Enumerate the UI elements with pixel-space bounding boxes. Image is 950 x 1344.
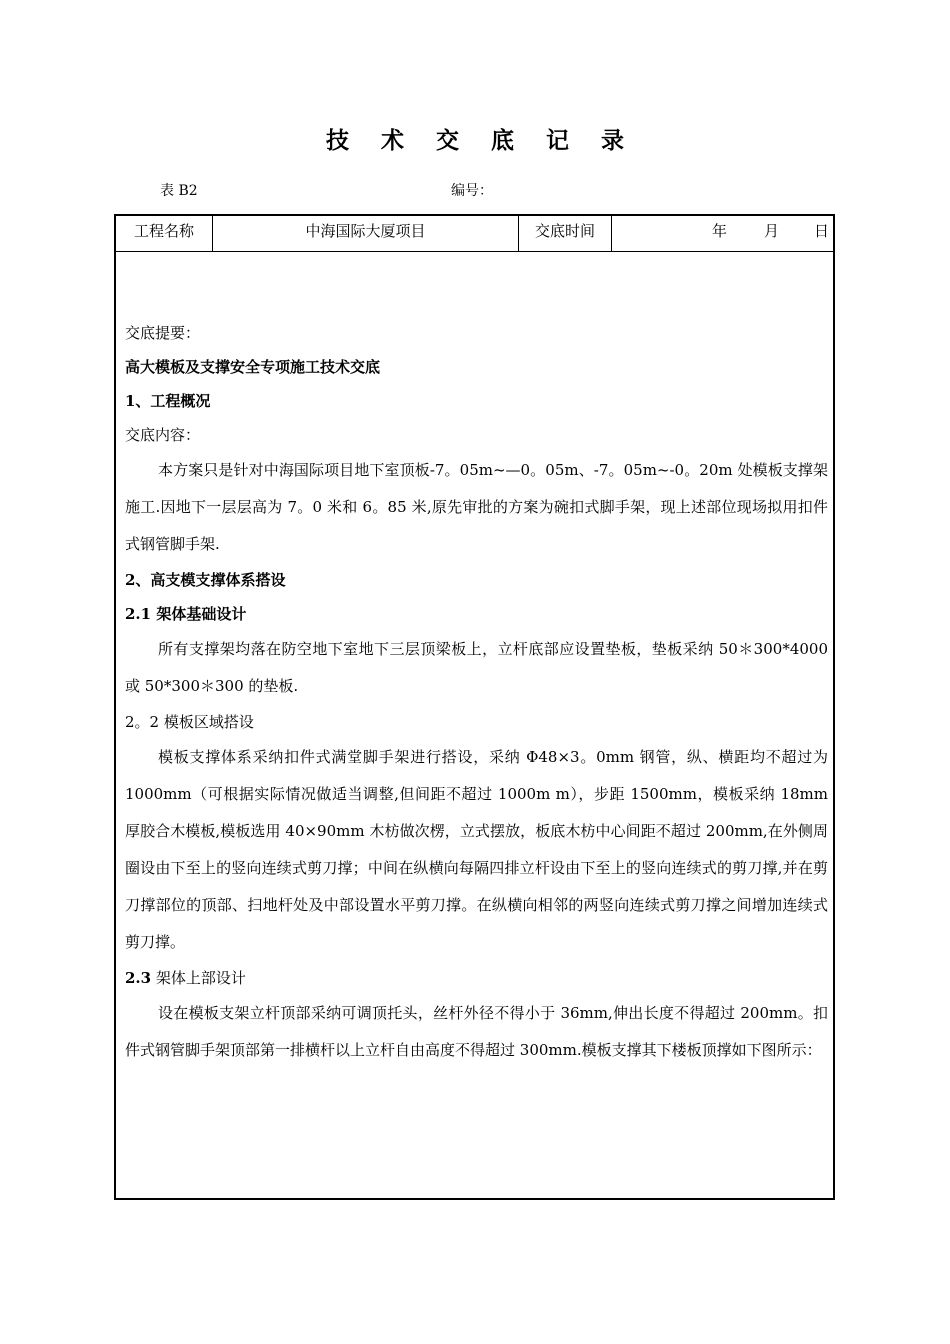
briefing-content <box>125 316 828 1069</box>
record-table <box>114 214 835 1200</box>
day-label: 日 <box>814 222 830 240</box>
project-name-value: 中海国际大厦项目 <box>213 216 519 251</box>
paragraph-formwork: 模板支撑体系采纳扣件式满堂脚手架进行搭设，采纳 Φ48×3。0mm 钢管，纵、横距均不超过为 1000mm（可根据实际情况做适当调整,但间距不超过 1000m m），步距 1500mm，模板采纳 18mm 厚胶合木模板,模板选用 40×90mm 木枋做次楞，立式摆放，板底木枋中心间距不超过 200mm,在外侧周圈设由下至上的竖向连续式剪刀撑；中间在纵横向每隔四排立杆设由下至上的竖向连续式的剪刀撑,并在剪刀撑部位的顶部、扫地杆处及中部设置水平剪刀撑。在纵横向相邻的两竖向连续式剪刀撑之间增加连续式剪刀撑。 <box>125 748 828 951</box>
section-2-3-heading <box>125 961 828 995</box>
summary-title: 高大模板及支撑安全专项施工技术交底 <box>125 358 381 376</box>
paragraph-upper-design: 设在模板支架立杆顶部采纳可调顶托头，丝杆外径不得小于 36mm,伸出长度不得超过 200mm。扣件式钢管脚手架顶部第一排横杆以上立杆自由高度不得超过 300mm.模板支撑其下楼板顶撑如下图所示： <box>125 1004 828 1059</box>
section-2-2-heading: 2。2 模板区域搭设 <box>125 713 254 731</box>
paragraph-overview: 本方案只是针对中海国际项目地下室顶板-7。05m~—0。05m、-7。05m~-0。20m 处模板支撑架施工.因地下一层层高为 7。0 米和 6。85 米,原先审批的方案为碗扣式脚手架，现上述部位现场拟用扣件式钢管脚手架. <box>125 461 828 553</box>
section-2-1-heading <box>125 597 828 631</box>
section-2-3-text: 架体上部设计 <box>151 969 246 987</box>
serial-number-label: 编号： <box>451 183 493 199</box>
content-label: 交底内容： <box>125 426 201 444</box>
section-2-3-number: 2.3 <box>125 969 152 987</box>
year-label: 年 <box>712 222 728 240</box>
summary-label: 交底提要： <box>125 324 201 342</box>
paragraph-foundation: 所有支撑架均落在防空地下室地下三层顶梁板上，立杆底部应设置垫板，垫板采纳 50＊300*4000 或 50*300＊300 的垫板. <box>125 640 828 695</box>
project-name-label: 工程名称 <box>116 216 213 251</box>
briefing-time-value <box>612 216 833 251</box>
document-title: 技 术 交 底 记 录 <box>325 128 637 154</box>
header-row <box>116 216 833 252</box>
month-label: 月 <box>764 222 780 240</box>
section-1-heading: 1、工程概况 <box>125 392 211 410</box>
section-2-1-text: 架体基础设计 <box>151 605 247 623</box>
table-number: 表 B2 <box>160 183 198 199</box>
section-2-heading: 2、高支模支撑体系搭设 <box>125 571 286 589</box>
briefing-time-label: 交底时间 <box>519 216 612 251</box>
section-2-1-number: 2.1 <box>125 605 152 623</box>
